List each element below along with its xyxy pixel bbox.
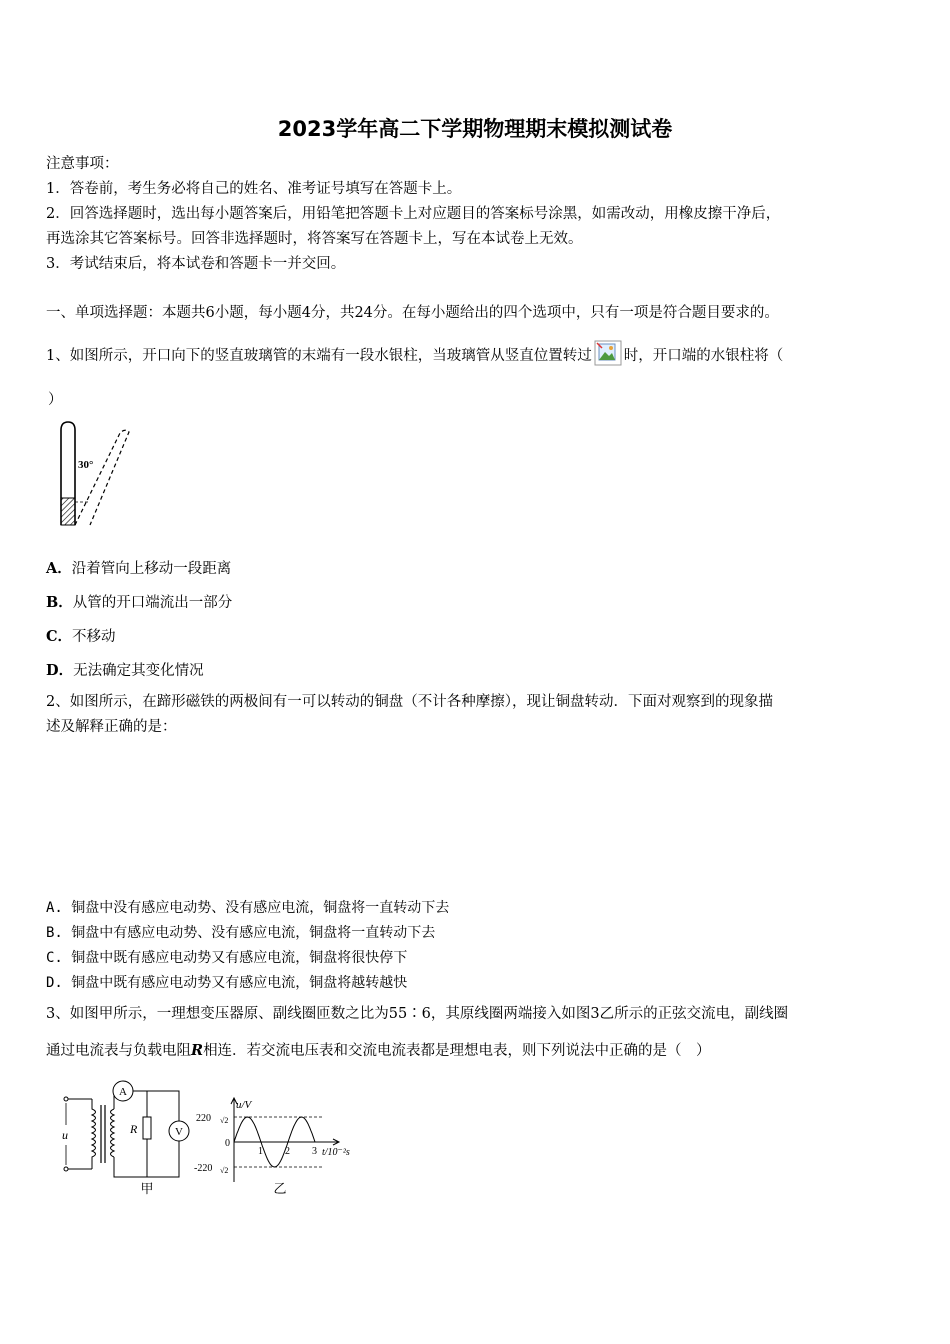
- q2-stem: 2、如图所示，在蹄形磁铁的两极间有一可以转动的铜盘（不计各种摩擦），现让铜盘转动．下面对观察到的现象描: [46, 694, 773, 710]
- q2-stem-cont: 述及解释正确的是：: [46, 719, 177, 735]
- q3-stem: 3、如图甲所示，一理想变压器原、副线圈匝数之比为55∶6，其原线圈两端接入如图3乙所示的正弦交流电，副线圈: [46, 1006, 789, 1022]
- q3-resistor-symbol: R: [191, 1042, 204, 1059]
- q1-figure-glass-tube: [56, 420, 136, 530]
- q1-stem-b: 时，开口端的水银柱将（: [623, 348, 784, 364]
- section-heading: 一、单项选择题：本题共6小题，每小题4分，共24分。在每小题给出的四个选项中，只有一项是符合题目要求的。: [46, 305, 779, 321]
- y-min-label: -220: [194, 1163, 213, 1174]
- q2-option-d: D. 铜盘中既有感应电动势又有感应电流，铜盘将越转越快: [46, 975, 408, 991]
- y-min-sqrt: √2: [220, 1166, 229, 1175]
- origin-label: 0: [225, 1138, 230, 1149]
- y-axis-label: u/V: [236, 1099, 252, 1111]
- caption-right: 乙: [273, 1181, 287, 1196]
- q3-stem-cont: 通过电流表与负载电阻R相连．若交流电压表和交流电流表都是理想电表，则下列说法中正确的是（ ）: [46, 1042, 711, 1059]
- notice-heading: 注意事项：: [46, 156, 119, 172]
- q1-option-c: C．不移动: [46, 628, 116, 645]
- page-title: 2023学年高二下学期物理期末模拟测试卷: [277, 117, 673, 141]
- q2-option-a: A. 铜盘中没有感应电动势、没有感应电流，铜盘将一直转动下去: [46, 900, 450, 916]
- q1-stem-close: ）: [48, 392, 63, 408]
- x-axis-label: t/10⁻²s: [322, 1147, 350, 1158]
- input-terminal-bottom: [64, 1167, 68, 1171]
- broken-image-icon: [594, 340, 622, 366]
- q1-stem: [46, 340, 783, 366]
- q2-option-b: B. 铜盘中有感应电动势、没有感应电流，铜盘将一直转动下去: [46, 925, 436, 941]
- q3-figure: [52, 1075, 362, 1200]
- notice-item-1: 1．答卷前，考生务必将自己的姓名、准考证号填写在答题卡上。: [46, 181, 462, 197]
- secondary-coil: [111, 1109, 115, 1157]
- x-tick-2: 2: [285, 1146, 290, 1157]
- y-max-sqrt: √2: [220, 1116, 229, 1125]
- q1-figure-angle: 30°: [78, 459, 94, 471]
- q1-option-d: D．无法确定其变化情况: [46, 662, 204, 679]
- notice-item-2: 2．回答选择题时，选出每小题答案后，用铅笔把答题卡上对应题目的答案标号涂黑，如需改动，用橡皮擦干净后，: [46, 206, 781, 222]
- voltmeter-label: V: [175, 1126, 183, 1138]
- caption-left: 甲: [140, 1181, 154, 1196]
- ammeter-label: A: [119, 1086, 127, 1098]
- input-voltage-label: u: [62, 1128, 68, 1142]
- y-max-label: 220: [196, 1113, 211, 1124]
- notice-item-3: 3．考试结束后，将本试卷和答题卡一并交回。: [46, 256, 346, 272]
- q1-option-b: B．从管的开口端流出一部分: [46, 594, 233, 611]
- q1-option-a: A．沿着管向上移动一段距离: [46, 560, 232, 577]
- notice-item-2-cont: 再选涂其它答案标号。回答非选择题时，将答案写在答题卡上，写在本试卷上无效。: [46, 231, 583, 247]
- q2-option-c: C. 铜盘中既有感应电动势又有感应电流，铜盘将很快停下: [46, 950, 408, 966]
- resistor: [143, 1117, 151, 1139]
- primary-coil: [92, 1099, 96, 1169]
- x-tick-1: 1: [258, 1146, 263, 1157]
- input-terminal-top: [64, 1097, 68, 1101]
- q1-stem-a: 1、如图所示，开口向下的竖直玻璃管的末端有一段水银柱，当玻璃管从竖直位置转过: [46, 348, 592, 364]
- resistor-label: R: [130, 1122, 138, 1136]
- x-tick-3: 3: [312, 1146, 317, 1157]
